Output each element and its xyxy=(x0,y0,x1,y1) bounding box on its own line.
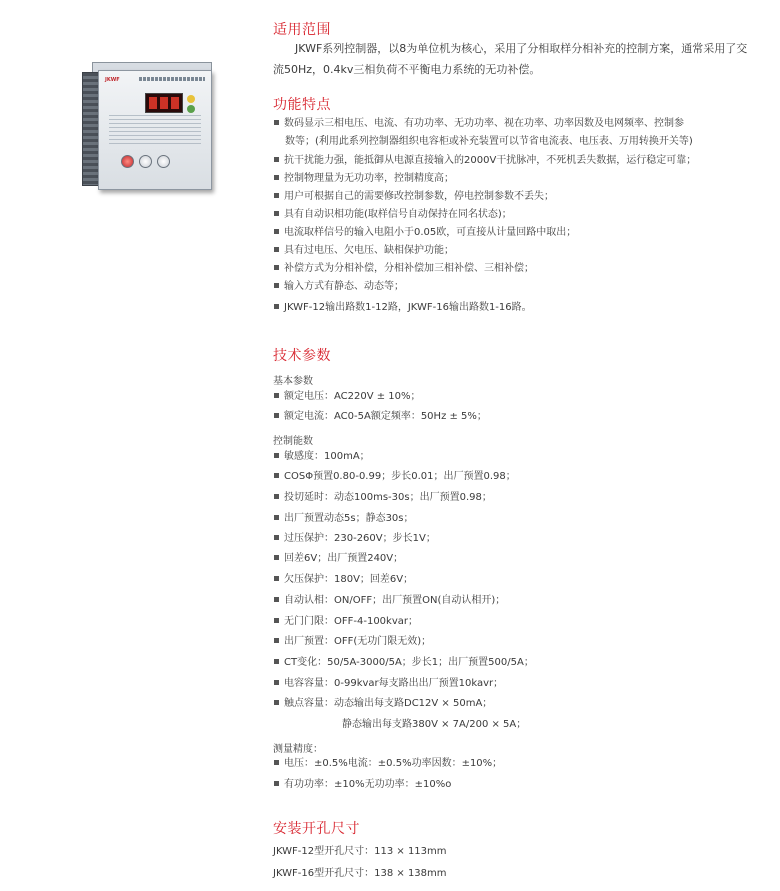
feature-item: 控制物理量为无功功率，控制精度高； xyxy=(273,170,751,188)
feature-item: 输入方式有静态、动态等； xyxy=(273,278,751,296)
device-button-red xyxy=(121,155,134,168)
feature-item-continuation: 数等；(利用此系列控制器组织电容柜或补充装置可以节省电流表、电压表、万用转换开关等) xyxy=(285,136,693,147)
tech-param: 电容容量：0-99kvar每支路出出厂预置10kavr； xyxy=(273,675,751,693)
tech-param: 无门门限：OFF-4-100kvar； xyxy=(273,613,751,631)
device-led-display xyxy=(145,93,183,113)
install-line: JKWF-16型开孔尺寸：138 × 138mm xyxy=(273,868,447,879)
tech-basic-label: 基本参数 xyxy=(273,376,313,387)
tech-param: 回差6V；出厂预置240V； xyxy=(273,550,751,568)
device-brand-logo: JKWF xyxy=(105,77,120,83)
scope-heading: 适用范围 xyxy=(273,22,331,38)
device-indicator-yellow xyxy=(187,95,195,103)
tech-param: 额定电压：AC220V ± 10%； xyxy=(273,388,751,406)
features-heading: 功能特点 xyxy=(273,97,331,113)
tech-param: 出厂预置：OFF(无功门限无效)； xyxy=(273,633,751,651)
tech-param: 有功功率：±10%无功功率：±10%o xyxy=(273,776,751,794)
feature-item: JKWF-12输出路数1-12路，JKWF-16输出路数1-16路。 xyxy=(273,299,751,317)
tech-param-continuation: 静态输出每支路380V × 7A/200 × 5A； xyxy=(342,719,527,730)
feature-item: 用户可根据自己的需要修改控制参数，停电控制参数不丢失； xyxy=(273,188,751,206)
tech-param: CT变化：50/5A-3000/5A；步长1；出厂预置500/5A； xyxy=(273,654,751,672)
tech-control-label: 控制能数 xyxy=(273,436,313,447)
feature-item: 具有过电压、欠电压、缺相保护功能； xyxy=(273,242,751,260)
device-button xyxy=(157,155,170,168)
tech-param: COSΦ预置0.80-0.99；步长0.01；出厂预置0.98； xyxy=(273,468,751,486)
device-label-grid xyxy=(109,115,201,147)
tech-param: 出厂预置动态5s；静态30s； xyxy=(273,510,751,528)
tech-param: 触点容量：动态输出每支路DC12V × 50mA； xyxy=(273,695,751,713)
feature-item: 抗干扰能力强，能抵御从电源直接输入的2000V干扰脉冲，不死机丢失数据，运行稳定可靠； xyxy=(273,152,751,170)
install-line: JKWF-12型开孔尺寸：113 × 113mm xyxy=(273,846,447,857)
install-heading: 安装开孔尺寸 xyxy=(273,821,360,837)
feature-item: 具有自动识相功能(取样信号自动保持在同名状态)； xyxy=(273,206,751,224)
device-title-strip xyxy=(139,77,205,81)
tech-param: 额定电流：AC0-5A额定频率：50Hz ± 5%； xyxy=(273,408,751,426)
tech-param: 投切延时：动态100ms-30s；出厂预置0.98； xyxy=(273,489,751,507)
scope-paragraph: JKWF系列控制器，以8为单位机为核心，采用了分相取样分相补充的控制方案，通常采用了交流50Hz，0.4kv三相负荷不平衡电力系统的无功补偿。 xyxy=(273,42,748,76)
tech-measure-label: 测量精度： xyxy=(273,744,323,755)
tech-param: 欠压保护：180V；回差6V； xyxy=(273,571,751,589)
feature-item: 数码显示三相电压、电流、有功功率、无功功率、视在功率、功率因数及电网频率、控制参 xyxy=(273,115,751,133)
tech-param: 电压：±0.5%电流：±0.5%功率因数：±10%； xyxy=(273,755,751,773)
tech-param: 自动认相：ON/OFF；出厂预置ON(自动认相开)； xyxy=(273,592,751,610)
feature-item: 补偿方式为分相补偿，分相补偿加三相补偿、三相补偿； xyxy=(273,260,751,278)
device-indicator-green xyxy=(187,105,195,113)
feature-item: 电流取样信号的输入电阻小于0.05欧，可直接从计量回路中取出； xyxy=(273,224,751,242)
tech-param: 过压保护：230-260V；步长1V； xyxy=(273,530,751,548)
device-button xyxy=(139,155,152,168)
tech-heading: 技术参数 xyxy=(273,348,331,364)
tech-param: 敏感度：100mA； xyxy=(273,448,751,466)
product-image xyxy=(82,62,214,190)
device-front-panel xyxy=(98,70,212,190)
